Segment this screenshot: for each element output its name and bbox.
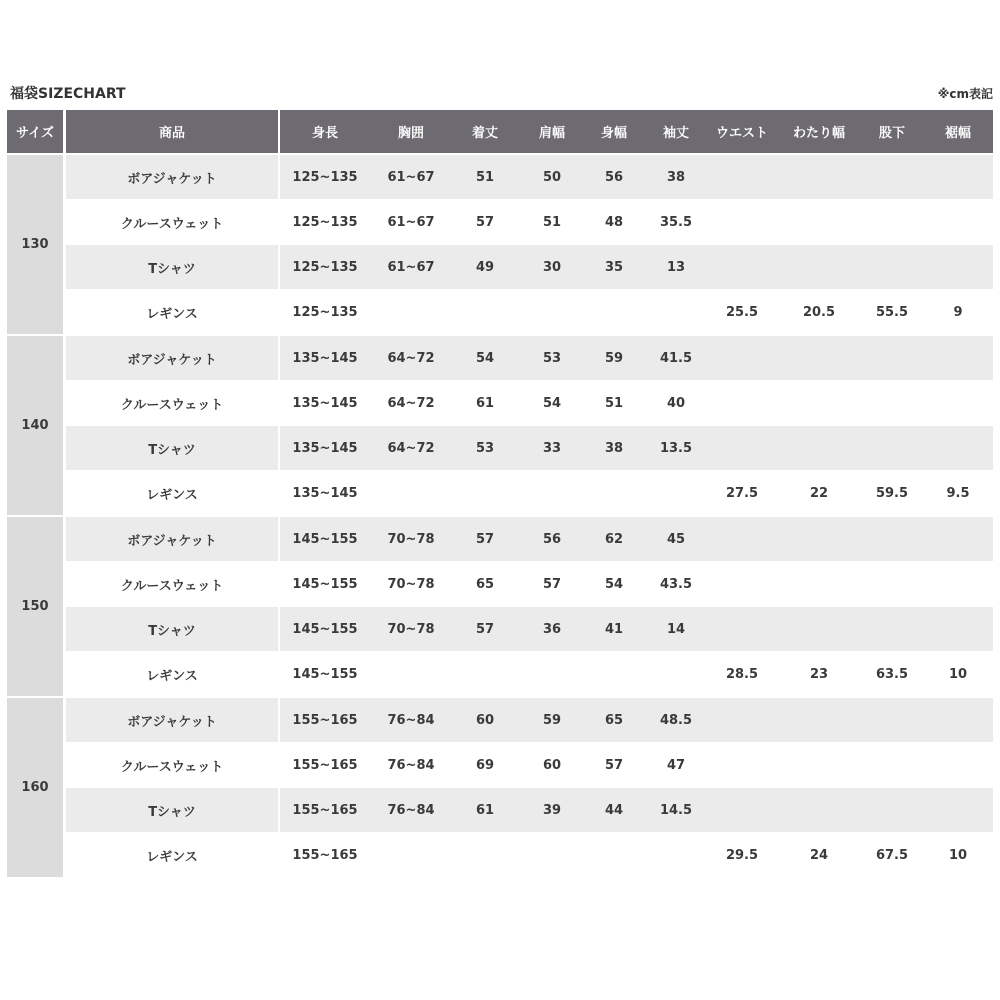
size-label: 140 <box>7 336 63 515</box>
cell-chest: 70~78 <box>387 531 435 547</box>
cell-height: 155~165 <box>292 757 358 773</box>
cell-height: 135~145 <box>292 395 358 411</box>
cell-chest: 61~67 <box>387 169 435 185</box>
product-name: ボアジャケット <box>66 336 278 380</box>
cell-chest: 61~67 <box>387 259 435 275</box>
cell-waist: 28.5 <box>725 666 759 682</box>
cell-height: 155~165 <box>292 847 358 863</box>
table-row <box>280 155 993 199</box>
cell-length: 57 <box>475 531 495 547</box>
cell-hem: 9.5 <box>946 485 970 501</box>
cell-shoulder: 53 <box>542 350 562 366</box>
cell-height: 145~155 <box>292 531 358 547</box>
cell-waist: 27.5 <box>725 485 759 501</box>
header-size: サイズ <box>7 110 63 153</box>
size-label: 150 <box>7 517 63 696</box>
cell-chest: 70~78 <box>387 621 435 637</box>
product-name: ボアジャケット <box>66 517 278 561</box>
cell-height: 145~155 <box>292 576 358 592</box>
cell-inseam: 67.5 <box>875 847 909 863</box>
chart-title: 福袋SIZECHART <box>10 86 126 102</box>
cell-length: 49 <box>475 259 495 275</box>
cell-sleeve: 48.5 <box>659 712 693 728</box>
unit-note: ※cm表記 <box>937 87 993 101</box>
cell-sleeve: 43.5 <box>659 576 693 592</box>
cell-sleeve: 14 <box>666 621 686 637</box>
cell-shoulder: 60 <box>542 757 562 773</box>
cell-height: 145~155 <box>292 666 358 682</box>
table-row <box>280 833 993 877</box>
cell-shoulder: 57 <box>542 576 562 592</box>
cell-hem: 10 <box>948 847 968 863</box>
cell-body-width: 57 <box>604 757 624 773</box>
cell-body-width: 48 <box>604 214 624 230</box>
product-name: Tシャツ <box>66 245 278 289</box>
cell-body-width: 35 <box>604 259 624 275</box>
table-row <box>280 743 993 787</box>
cell-height: 125~135 <box>292 169 358 185</box>
cell-shoulder: 54 <box>542 395 562 411</box>
cell-shoulder: 51 <box>542 214 562 230</box>
cell-hem: 9 <box>953 304 963 320</box>
cell-body-width: 56 <box>604 169 624 185</box>
cell-height: 135~145 <box>292 350 358 366</box>
table-row <box>280 517 993 561</box>
cell-sleeve: 40 <box>666 395 686 411</box>
cell-hem: 10 <box>948 666 968 682</box>
cell-body-width: 54 <box>604 576 624 592</box>
cell-length: 69 <box>475 757 495 773</box>
header-chest: 胸囲 <box>397 126 425 141</box>
table-row <box>280 788 993 832</box>
cell-shoulder: 30 <box>542 259 562 275</box>
cell-shoulder: 39 <box>542 802 562 818</box>
product-name: クルースウェット <box>120 216 224 232</box>
cell-shoulder: 33 <box>542 440 562 456</box>
cell-height: 125~135 <box>292 214 358 230</box>
product-name: レギンス <box>146 487 198 503</box>
product-name: Tシャツ <box>66 607 278 651</box>
cell-height: 155~165 <box>292 712 358 728</box>
product-name: クルースウェット <box>120 759 224 775</box>
header-thigh: わたり幅 <box>792 126 846 141</box>
cell-length: 61 <box>475 395 495 411</box>
cell-length: 57 <box>475 214 495 230</box>
cell-chest: 64~72 <box>387 395 435 411</box>
header-measurements <box>280 110 993 153</box>
cell-length: 51 <box>475 169 495 185</box>
cell-sleeve: 14.5 <box>659 802 693 818</box>
table-row <box>280 562 993 606</box>
product-name: レギンス <box>146 849 198 865</box>
product-name: ボアジャケット <box>66 698 278 742</box>
cell-height: 125~135 <box>292 259 358 275</box>
product-name: レギンス <box>146 306 198 322</box>
cell-sleeve: 13 <box>666 259 686 275</box>
size-label: 130 <box>7 155 63 334</box>
cell-waist: 25.5 <box>725 304 759 320</box>
size-chart-table <box>7 110 993 876</box>
cell-body-width: 41 <box>604 621 624 637</box>
cell-height: 145~155 <box>292 621 358 637</box>
cell-height: 125~135 <box>292 304 358 320</box>
table-row <box>280 698 993 742</box>
cell-length: 65 <box>475 576 495 592</box>
cell-shoulder: 59 <box>542 712 562 728</box>
table-row <box>280 471 993 515</box>
cell-sleeve: 41.5 <box>659 350 693 366</box>
cell-sleeve: 47 <box>666 757 686 773</box>
cell-thigh: 22 <box>809 485 829 501</box>
cell-chest: 61~67 <box>387 214 435 230</box>
cell-sleeve: 13.5 <box>659 440 693 456</box>
cell-inseam: 55.5 <box>875 304 909 320</box>
header-body-width: 身幅 <box>600 126 628 141</box>
product-name: ボアジャケット <box>66 155 278 199</box>
cell-chest: 76~84 <box>387 757 435 773</box>
table-row <box>280 607 993 651</box>
header-inseam: 股下 <box>878 126 906 141</box>
product-name: Tシャツ <box>66 426 278 470</box>
cell-chest: 76~84 <box>387 802 435 818</box>
cell-height: 135~145 <box>292 440 358 456</box>
header-waist: ウエスト <box>715 126 769 141</box>
cell-body-width: 59 <box>604 350 624 366</box>
table-row <box>280 290 993 334</box>
table-row <box>280 381 993 425</box>
cell-chest: 70~78 <box>387 576 435 592</box>
table-row <box>280 336 993 380</box>
header-sleeve: 袖丈 <box>662 126 690 141</box>
cell-length: 61 <box>475 802 495 818</box>
cell-shoulder: 50 <box>542 169 562 185</box>
table-row <box>280 200 993 244</box>
cell-shoulder: 36 <box>542 621 562 637</box>
cell-sleeve: 35.5 <box>659 214 693 230</box>
cell-length: 54 <box>475 350 495 366</box>
cell-chest: 64~72 <box>387 440 435 456</box>
header-height: 身長 <box>311 126 339 141</box>
header-length: 着丈 <box>471 126 499 141</box>
cell-shoulder: 56 <box>542 531 562 547</box>
cell-waist: 29.5 <box>725 847 759 863</box>
cell-sleeve: 38 <box>666 169 686 185</box>
cell-length: 57 <box>475 621 495 637</box>
product-name: クルースウェット <box>120 578 224 594</box>
product-name: Tシャツ <box>66 788 278 832</box>
cell-body-width: 62 <box>604 531 624 547</box>
cell-body-width: 51 <box>604 395 624 411</box>
size-label: 160 <box>7 698 63 877</box>
header-product: 商品 <box>66 110 278 153</box>
product-name: クルースウェット <box>120 397 224 413</box>
cell-body-width: 44 <box>604 802 624 818</box>
table-row <box>280 245 993 289</box>
cell-inseam: 63.5 <box>875 666 909 682</box>
cell-body-width: 38 <box>604 440 624 456</box>
table-row <box>280 652 993 696</box>
cell-length: 60 <box>475 712 495 728</box>
table-row <box>280 426 993 470</box>
cell-sleeve: 45 <box>666 531 686 547</box>
cell-height: 135~145 <box>292 485 358 501</box>
header-shoulder: 肩幅 <box>538 126 566 141</box>
cell-chest: 64~72 <box>387 350 435 366</box>
cell-chest: 76~84 <box>387 712 435 728</box>
cell-thigh: 20.5 <box>802 304 836 320</box>
cell-thigh: 23 <box>809 666 829 682</box>
header-hem: 裾幅 <box>944 126 972 141</box>
product-name: レギンス <box>146 668 198 684</box>
cell-body-width: 65 <box>604 712 624 728</box>
cell-length: 53 <box>475 440 495 456</box>
cell-thigh: 24 <box>809 847 829 863</box>
cell-height: 155~165 <box>292 802 358 818</box>
cell-inseam: 59.5 <box>875 485 909 501</box>
